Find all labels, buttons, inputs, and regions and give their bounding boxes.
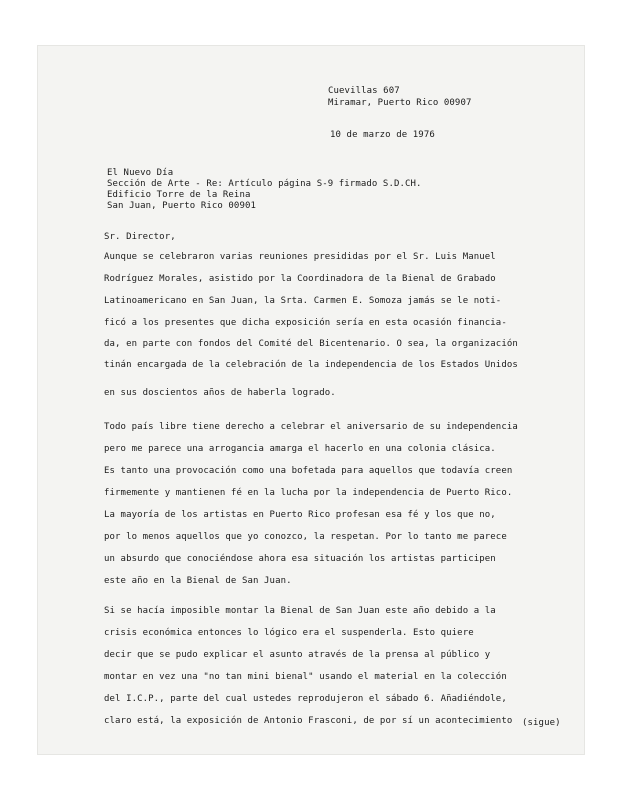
recipient-line-4: San Juan, Puerto Rico 00901 xyxy=(107,201,256,211)
sender-address-line-1: Cuevillas 607 xyxy=(328,86,400,96)
paragraph-2-line: este año en la Bienal de San Juan. xyxy=(104,576,292,586)
letter-date: 10 de marzo de 1976 xyxy=(330,130,435,140)
paragraph-2-line: firmemente y mantienen fé en la lucha por la independencia de Puerto Rico. xyxy=(104,488,513,498)
paragraph-3-line: claro está, la exposición de Antonio Frasconi, de por sí un acontecimiento xyxy=(104,716,513,726)
paragraph-2-line: Es tanto una provocación como una bofetada para aquellos que todavía creen xyxy=(104,466,513,476)
paragraph-1-line: Aunque se celebraron varias reuniones presididas por el Sr. Luis Manuel xyxy=(104,252,496,262)
salutation: Sr. Director, xyxy=(104,232,176,242)
sender-address-line-2: Miramar, Puerto Rico 00907 xyxy=(328,98,472,108)
paragraph-1-line: Latinoamericano en San Juan, la Srta. Carmen E. Somoza jamás se le noti- xyxy=(104,296,502,306)
continuation-note: (sigue) xyxy=(522,718,561,728)
paragraph-2-line: por lo menos aquellos que yo conozco, la respetan. Por lo tanto me parece xyxy=(104,532,507,542)
paragraph-2-line: un absurdo que conociéndose ahora esa situación los artistas participen xyxy=(104,554,496,564)
paragraph-2-line: pero me parece una arrogancia amarga el hacerlo en una colonia clásica. xyxy=(104,444,496,454)
paragraph-3-line: crisis económica entonces lo lógico era el suspenderla. Esto quiere xyxy=(104,628,474,638)
recipient-line-3: Edificio Torre de la Reina xyxy=(107,190,251,200)
paragraph-1-line: ficó a los presentes que dicha exposición sería en esta ocasión financia- xyxy=(104,318,507,328)
paragraph-1-line: en sus doscientos años de haberla logrado. xyxy=(104,388,336,398)
paragraph-3-line: del I.C.P., parte del cual ustedes reprodujeron el sábado 6. Añadiéndole, xyxy=(104,694,507,704)
paragraph-3-line: Si se hacía imposible montar la Bienal de San Juan este año debido a la xyxy=(104,606,496,616)
recipient-line-1: El Nuevo Día xyxy=(107,168,174,178)
paragraph-2-line: Todo país libre tiene derecho a celebrar el aniversario de su independencia xyxy=(104,422,518,432)
paragraph-3-line: montar en vez una "no tan mini bienal" usando el material en la colección xyxy=(104,672,507,682)
paragraph-1-line: da, en parte con fondos del Comité del Bicentenario. O sea, la organización xyxy=(104,339,518,349)
recipient-line-2: Sección de Arte - Re: Artículo página S-9 firmado S.D.CH. xyxy=(107,179,422,189)
paragraph-1-line: tinán encargada de la celebración de la independencia de los Estados Unidos xyxy=(104,360,518,370)
letter-page xyxy=(38,46,584,754)
paragraph-2-line: La mayoría de los artistas en Puerto Rico profesan esa fé y los que no, xyxy=(104,510,496,520)
paragraph-1-line: Rodríguez Morales, asistido por la Coordinadora de la Bienal de Grabado xyxy=(104,274,496,284)
paragraph-3-line: decir que se pudo explicar el asunto através de la prensa al público y xyxy=(104,650,491,660)
